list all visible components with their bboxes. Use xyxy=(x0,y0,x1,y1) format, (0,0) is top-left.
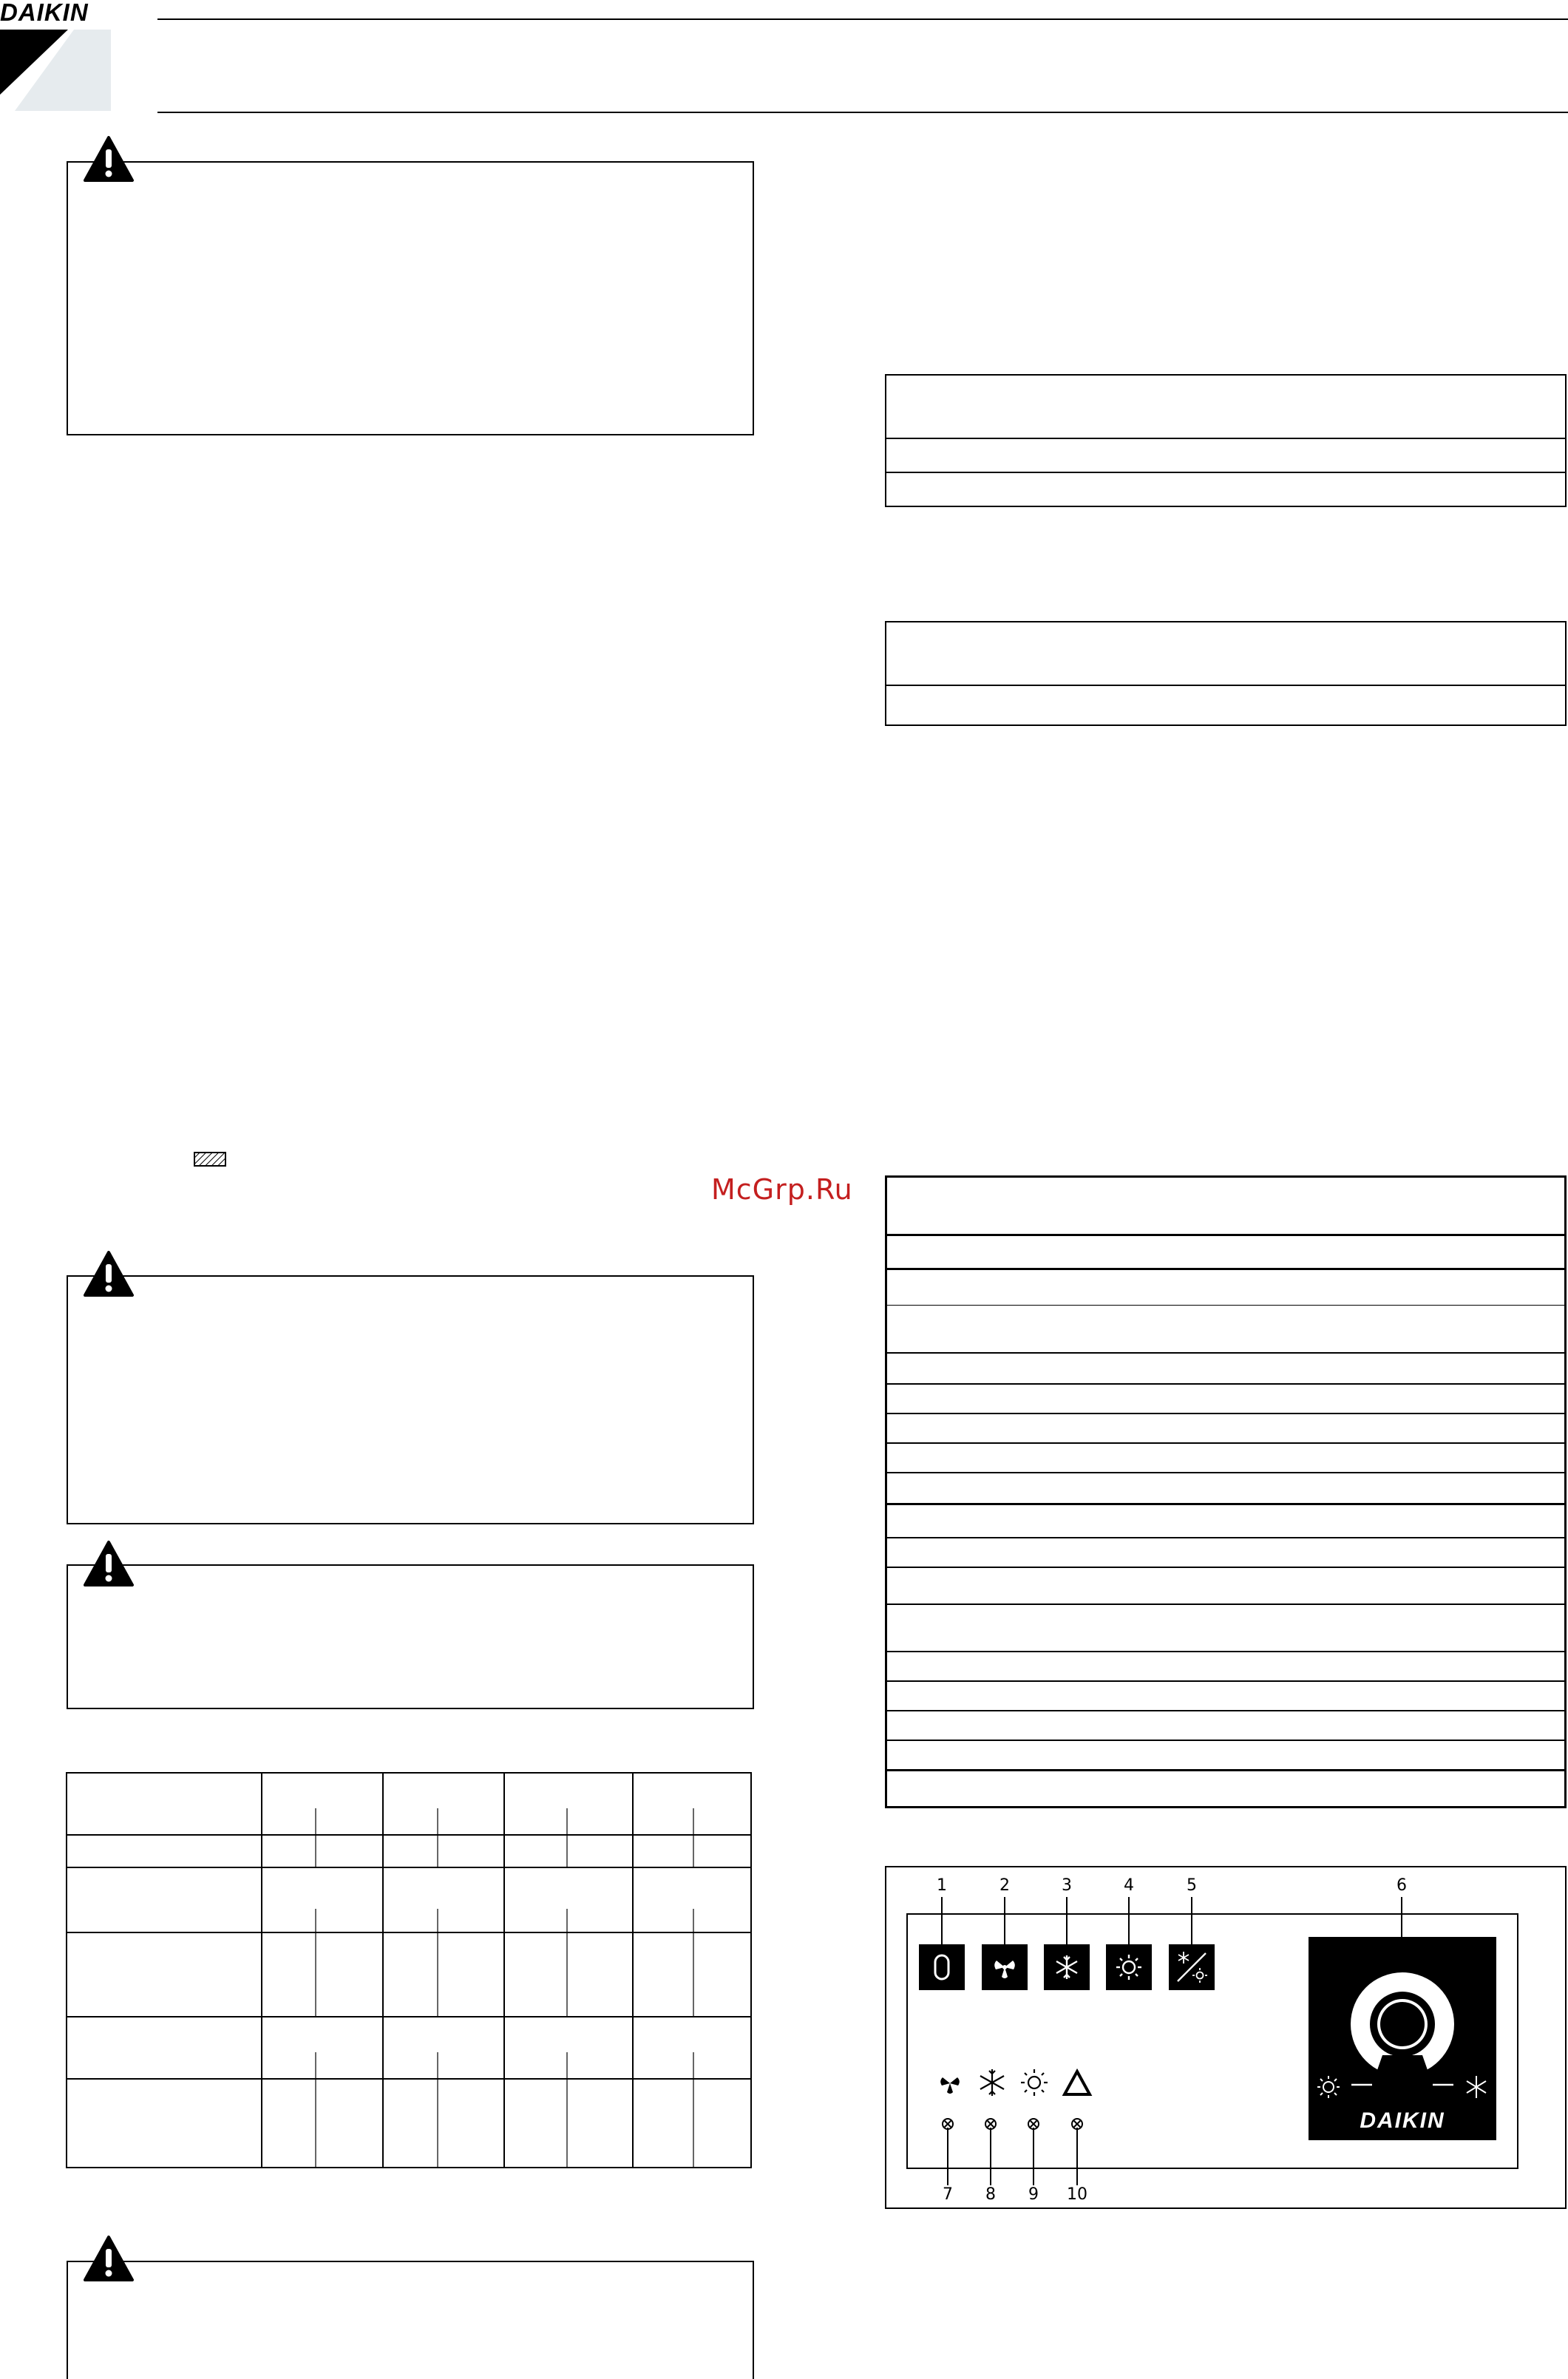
warning-box-3 xyxy=(67,1564,754,1709)
table-row xyxy=(887,1680,1564,1682)
alarm-triangle-icon xyxy=(1062,2068,1093,2097)
callout-number: 9 xyxy=(1028,2185,1039,2204)
hatched-area-icon xyxy=(194,1152,226,1167)
logo xyxy=(0,0,111,111)
callout-number: 1 xyxy=(937,1876,947,1895)
table-row xyxy=(887,1567,1564,1568)
off-button[interactable] xyxy=(919,1944,965,1990)
fan-indicator-led xyxy=(942,2118,954,2130)
table-b xyxy=(885,621,1567,726)
warning-icon xyxy=(81,133,136,185)
table-row xyxy=(886,685,1565,686)
callout-number: 10 xyxy=(1067,2185,1087,2204)
table-row xyxy=(887,1769,1564,1771)
table-row xyxy=(887,1740,1564,1741)
changeover-button[interactable] xyxy=(1169,1944,1215,1990)
cooling-mode-button[interactable] xyxy=(1044,1944,1090,1990)
fan-indicator-icon xyxy=(934,2068,965,2099)
sun-icon xyxy=(1106,1944,1152,1990)
heating-indicator-icon xyxy=(1018,2066,1051,2099)
table-row xyxy=(886,438,1565,439)
callout-number: 2 xyxy=(999,1876,1010,1895)
heating-mode-button[interactable] xyxy=(1106,1944,1152,1990)
table-row xyxy=(887,1305,1564,1306)
snowflake-icon xyxy=(1464,2074,1489,2100)
callout-number: 6 xyxy=(1396,1876,1407,1895)
table-row xyxy=(887,1268,1564,1270)
cooling-indicator-led xyxy=(985,2118,997,2130)
table-row xyxy=(887,1503,1564,1505)
snowflake-icon xyxy=(1044,1944,1090,1990)
table-row xyxy=(887,1472,1564,1473)
zero-icon xyxy=(919,1944,965,1990)
table-row xyxy=(887,1234,1564,1236)
dial-brand-name: DAIKIN xyxy=(1360,2108,1445,2133)
warning-icon xyxy=(81,1538,136,1589)
specification-grid-table xyxy=(65,1771,753,2171)
table-row xyxy=(886,472,1565,473)
table-c xyxy=(885,1175,1567,1808)
table-row xyxy=(887,1651,1564,1652)
heating-indicator-led xyxy=(1028,2118,1039,2130)
warning-icon xyxy=(81,2233,136,2284)
warning-box-4 xyxy=(67,2261,754,2379)
header-rule-bottom xyxy=(157,112,1568,113)
warning-box-1 xyxy=(67,161,754,435)
alarm-indicator-led xyxy=(1071,2118,1083,2130)
table-row xyxy=(887,1442,1564,1444)
sun-icon xyxy=(1316,2074,1341,2100)
callout-number: 4 xyxy=(1124,1876,1134,1895)
table-row xyxy=(887,1383,1564,1385)
cool-heat-changeover-icon xyxy=(1169,1944,1215,1990)
warning-box-2 xyxy=(67,1275,754,1524)
table-row xyxy=(887,1352,1564,1354)
fan-icon xyxy=(982,1944,1028,1990)
fan-mode-button[interactable] xyxy=(982,1944,1028,1990)
table-row xyxy=(887,1710,1564,1711)
header-rule-top xyxy=(157,18,1568,20)
callout-number: 3 xyxy=(1062,1876,1072,1895)
callout-number: 5 xyxy=(1187,1876,1197,1895)
table-row xyxy=(887,1603,1564,1605)
watermark-text: McGrp.Ru xyxy=(711,1173,853,1206)
table-row xyxy=(887,1413,1564,1414)
table-a xyxy=(885,374,1567,507)
callout-number: 8 xyxy=(985,2185,996,2204)
table-row xyxy=(887,1537,1564,1538)
callout-number: 7 xyxy=(943,2185,953,2204)
temperature-dial-panel xyxy=(1309,1937,1496,2140)
cooling-indicator-icon xyxy=(976,2066,1008,2099)
warning-icon xyxy=(81,1248,136,1300)
brand-name: DAIKIN xyxy=(0,0,89,26)
